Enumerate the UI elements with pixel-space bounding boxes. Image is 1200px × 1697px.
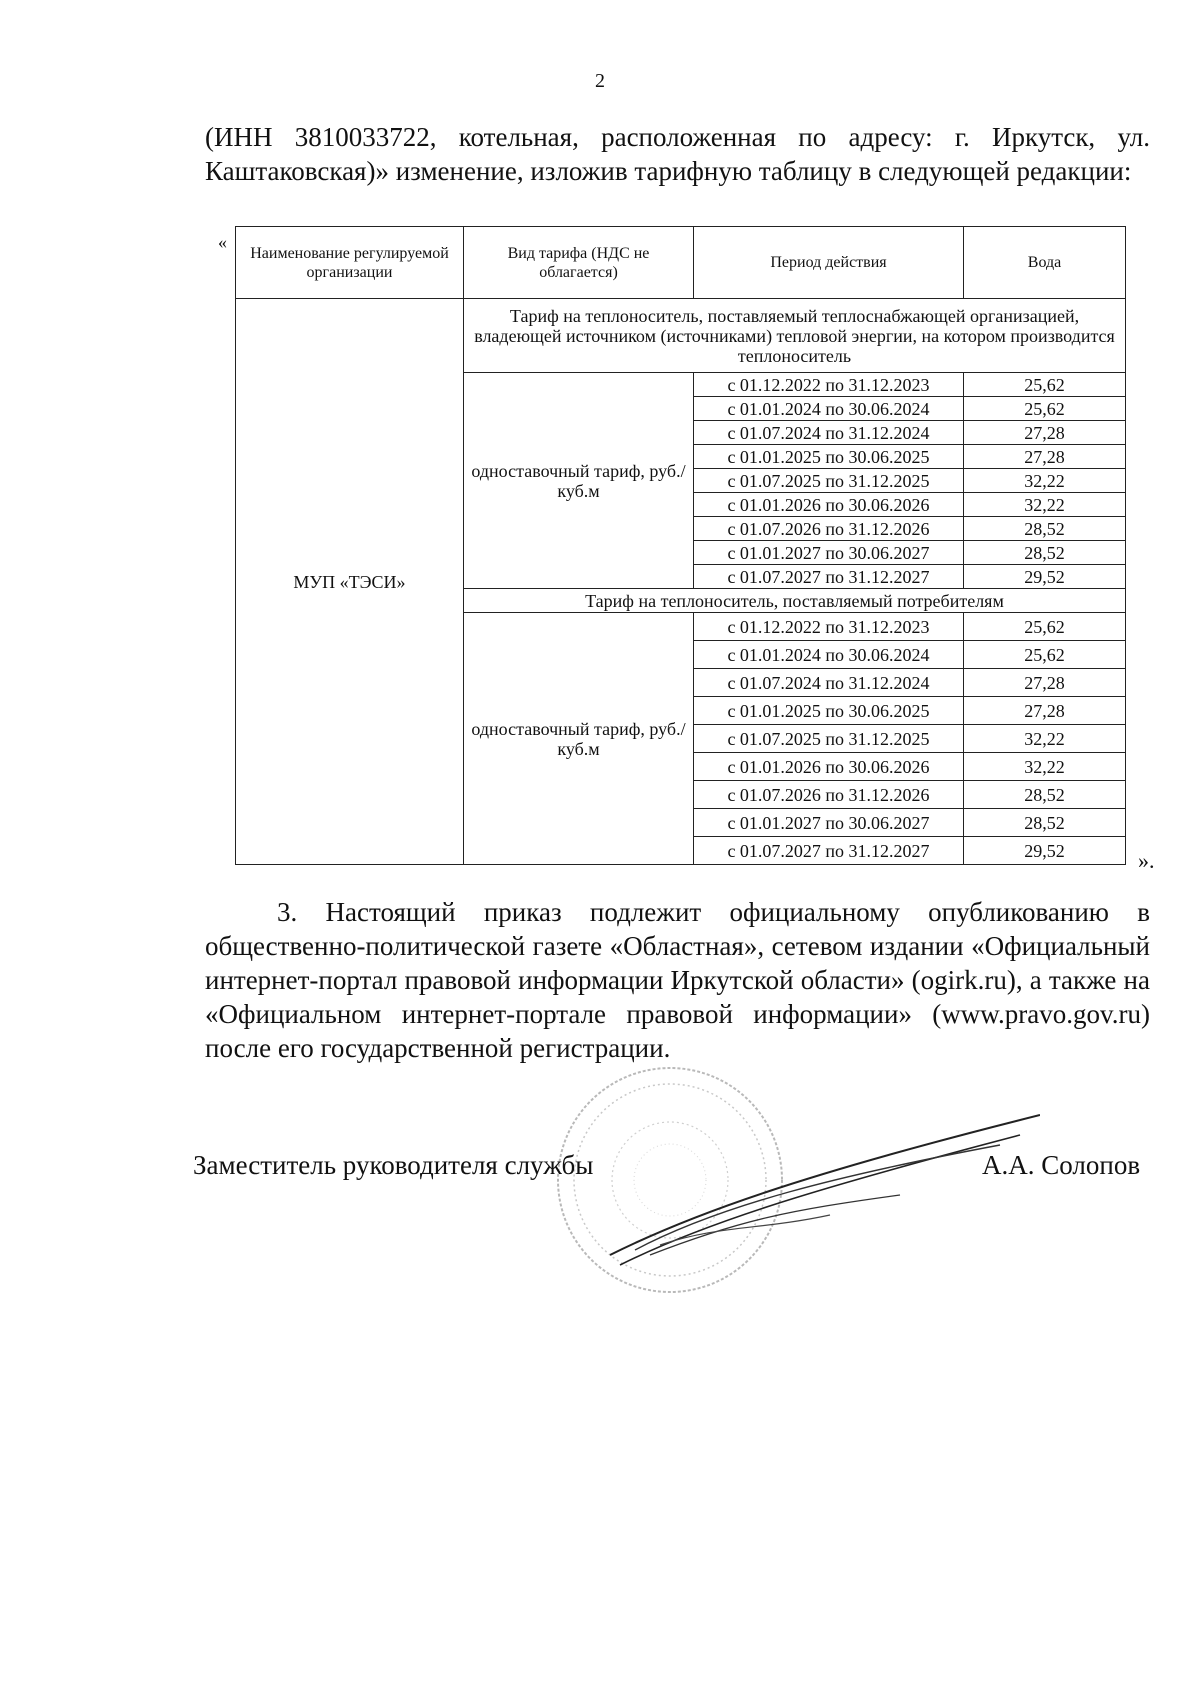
period-cell: с 01.07.2027 по 31.12.2027 bbox=[694, 837, 964, 865]
value-cell: 27,28 bbox=[964, 445, 1126, 469]
value-cell: 28,52 bbox=[964, 809, 1126, 837]
value-cell: 32,22 bbox=[964, 469, 1126, 493]
group-2-tariff-label: одноставочный тариф, руб./куб.м bbox=[464, 613, 694, 865]
header-tariff-type: Вид тарифа (НДС не облагается) bbox=[464, 227, 694, 299]
value-cell: 28,52 bbox=[964, 541, 1126, 565]
group-2-title: Тариф на теплоноситель, поставляемый потребителям bbox=[464, 589, 1126, 613]
period-cell: с 01.07.2026 по 31.12.2026 bbox=[694, 517, 964, 541]
intro-paragraph: (ИНН 3810033722, котельная, расположенная по адресу: г. Иркутск, ул. Каштаковская)» изменение, изложив тарифную таблицу в следующей редакции: bbox=[205, 122, 1150, 186]
value-cell: 32,22 bbox=[964, 753, 1126, 781]
value-cell: 27,28 bbox=[964, 669, 1126, 697]
period-cell: с 01.01.2024 по 30.06.2024 bbox=[694, 397, 964, 421]
period-cell: с 01.07.2025 по 31.12.2025 bbox=[694, 725, 964, 753]
value-cell: 28,52 bbox=[964, 517, 1126, 541]
period-cell: с 01.12.2022 по 31.12.2023 bbox=[694, 613, 964, 641]
group-1-tariff-label: одноставочный тариф, руб./куб.м bbox=[464, 373, 694, 589]
group-title-row bbox=[236, 299, 1126, 373]
period-cell: с 01.01.2026 по 30.06.2026 bbox=[694, 493, 964, 517]
period-cell: с 01.01.2024 по 30.06.2024 bbox=[694, 641, 964, 669]
value-cell: 25,62 bbox=[964, 373, 1126, 397]
paragraph-3: 3. Настоящий приказ подлежит официальному опубликованию в общественно-политической газете «Областная», сетевом издании «Официальный интернет-портал правовой информации Иркутской области» (ogirk.ru), а также на «Официальном интернет-портале правовой информации» (www.pravo.gov.ru) после его государственной регистрации. bbox=[205, 897, 1150, 1063]
period-cell: с 01.07.2025 по 31.12.2025 bbox=[694, 469, 964, 493]
header-water: Вода bbox=[964, 227, 1126, 299]
period-cell: с 01.01.2027 по 30.06.2027 bbox=[694, 809, 964, 837]
period-cell: с 01.07.2026 по 31.12.2026 bbox=[694, 781, 964, 809]
value-cell: 25,62 bbox=[964, 613, 1126, 641]
value-cell: 29,52 bbox=[964, 565, 1126, 589]
value-cell: 27,28 bbox=[964, 697, 1126, 725]
value-cell: 25,62 bbox=[964, 397, 1126, 421]
value-cell: 32,22 bbox=[964, 725, 1126, 753]
period-cell: с 01.01.2026 по 30.06.2026 bbox=[694, 753, 964, 781]
period-cell: с 01.07.2027 по 31.12.2027 bbox=[694, 565, 964, 589]
header-period: Период действия bbox=[694, 227, 964, 299]
table-open-quote: « bbox=[218, 232, 227, 252]
table-close-quote: ». bbox=[1138, 848, 1155, 873]
value-cell: 32,22 bbox=[964, 493, 1126, 517]
period-cell: с 01.01.2025 по 30.06.2025 bbox=[694, 697, 964, 725]
period-cell: с 01.12.2022 по 31.12.2023 bbox=[694, 373, 964, 397]
signatory-name: А.А. Солопов bbox=[982, 1150, 1141, 1180]
period-cell: с 01.07.2024 по 31.12.2024 bbox=[694, 421, 964, 445]
period-cell: с 01.07.2024 по 31.12.2024 bbox=[694, 669, 964, 697]
handwritten-signature bbox=[600, 1105, 1040, 1270]
value-cell: 29,52 bbox=[964, 837, 1126, 865]
header-org: Наименование регулируемой организации bbox=[236, 227, 464, 299]
period-cell: с 01.01.2025 по 30.06.2025 bbox=[694, 445, 964, 469]
org-name: МУП «ТЭСИ» bbox=[236, 299, 464, 865]
value-cell: 25,62 bbox=[964, 641, 1126, 669]
value-cell: 27,28 bbox=[964, 421, 1126, 445]
page-number: 2 bbox=[595, 70, 605, 92]
tariff-table bbox=[235, 226, 1126, 865]
signatory-role: Заместитель руководителя службы bbox=[193, 1150, 594, 1180]
value-cell: 28,52 bbox=[964, 781, 1126, 809]
group-1-title: Тариф на теплоноситель, поставляемый теплоснабжающей организацией, владеющей источником (источниками) тепловой энергии, на котором производится теплоноситель bbox=[464, 299, 1126, 373]
table-header-row bbox=[236, 227, 1126, 299]
period-cell: с 01.01.2027 по 30.06.2027 bbox=[694, 541, 964, 565]
